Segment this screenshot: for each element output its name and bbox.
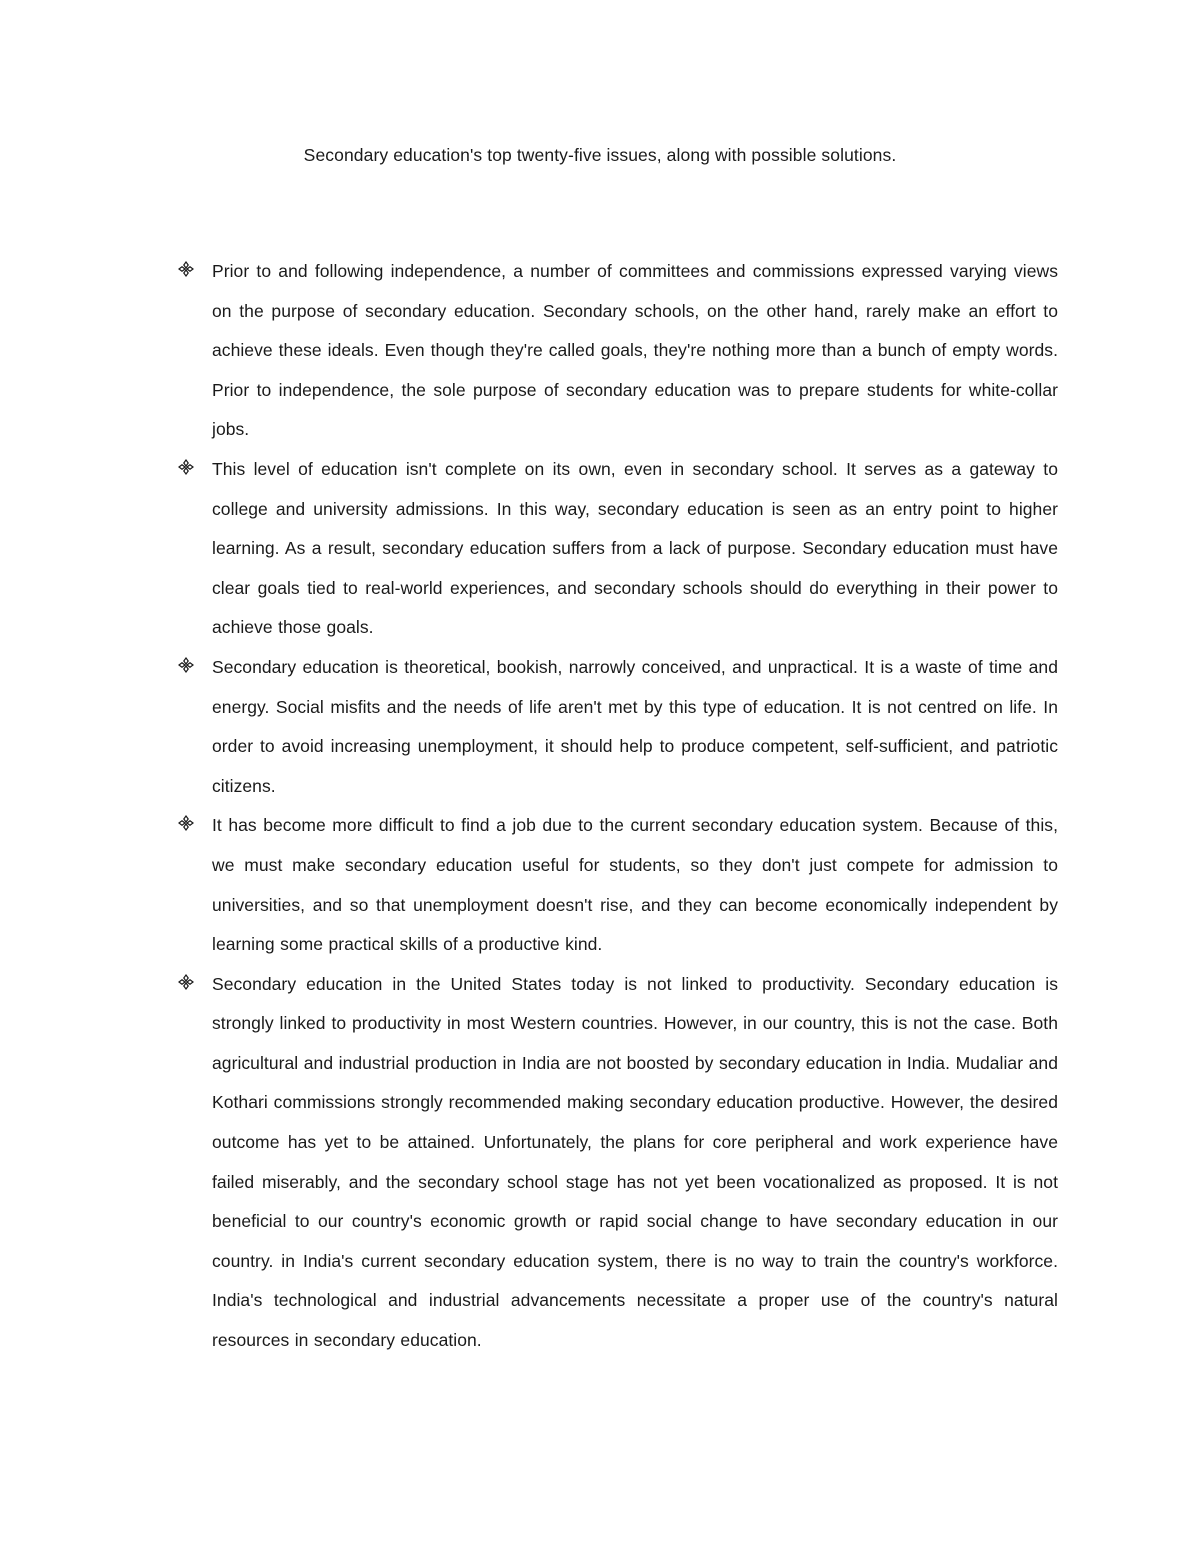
- bullet-text: This level of education isn't complete on its own, even in secondary school. It serves as a gateway to college and university admissions. In this way, secondary education is seen as an entry point to higher learning. As a result, secondary education suffers from a lack of purpose. Secondary education must have clear goals tied to real-world experiences, and secondary schools should do everything in their power to achieve those goals.: [212, 458, 1058, 638]
- bullet-text: Secondary education is theoretical, bookish, narrowly conceived, and unpractical. It is a waste of time and energy. Social misfits and the needs of life aren't met by this type of education. It is not centred on life. In order to avoid increasing unemployment, it should help to produce competent, self-sufficient, and patriotic citizens.: [212, 656, 1058, 796]
- four-diamond-bullet-icon: [178, 974, 194, 990]
- list-item: [178, 252, 1058, 450]
- bullet-list: [178, 252, 1058, 1361]
- four-diamond-bullet-icon: [178, 261, 194, 277]
- bullet-text: It has become more difficult to find a job due to the current secondary education system. Because of this, we must make secondary education useful for students, so they don't just compete for admission to universities, and so that unemployment doesn't rise, and they can become economically independent by learning some practical skills of a productive kind.: [212, 815, 1058, 955]
- list-item: [178, 965, 1058, 1361]
- four-diamond-bullet-icon: [178, 657, 194, 673]
- four-diamond-bullet-icon: [178, 815, 194, 831]
- document-title: Secondary education's top twenty-five issues, along with possible solutions.: [303, 145, 897, 165]
- list-item: [178, 648, 1058, 806]
- list-item: [178, 806, 1058, 964]
- four-diamond-bullet-icon: [178, 459, 194, 475]
- bullet-text: Prior to and following independence, a number of committees and commissions expressed varying views on the purpose of secondary education. Secondary schools, on the other hand, rarely make an effort to achieve these ideals. Even though they're called goals, they're nothing more than a bunch of empty words. Prior to independence, the sole purpose of secondary education was to prepare students for white-collar jobs.: [212, 261, 1058, 440]
- list-item: [178, 450, 1058, 648]
- bullet-text: Secondary education in the United States today is not linked to productivity. Secondary education is strongly linked to productivity in most Western countries. However, in our country, this is not the case. Both agricultural and industrial production in India are not boosted by secondary education in India. Mudaliar and Kothari commissions strongly recommended making secondary education productive. However, the desired outcome has yet to be attained. Unfortunately, the plans for core peripheral and work experience have failed miserably, and the secondary school stage has not yet been vocationalized as proposed. It is not beneficial to our country's economic growth or rapid social change to have secondary education in our country. in India's current secondary education system, there is no way to train the country's workforce. India's technological and industrial advancements necessitate a proper use of the country's natural resources in secondary education.: [212, 973, 1058, 1351]
